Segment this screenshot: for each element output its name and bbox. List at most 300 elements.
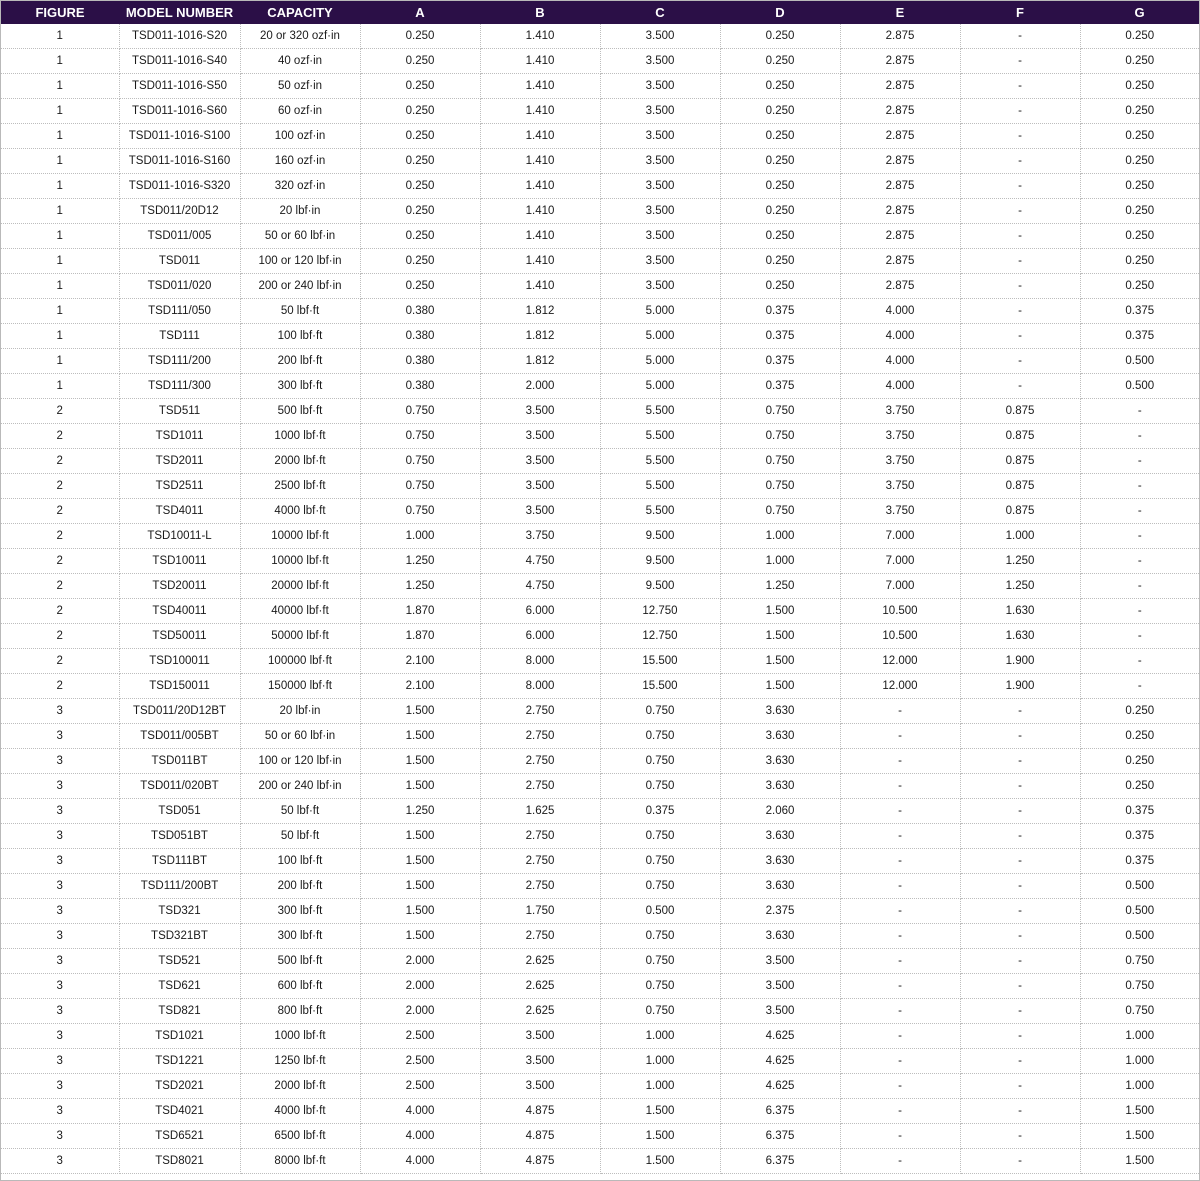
- f-cell: -: [960, 49, 1080, 74]
- c-cell: 3.500: [600, 249, 720, 274]
- d-cell: 3.630: [720, 849, 840, 874]
- figure-cell: 3: [1, 774, 119, 799]
- e-cell: 2.875: [840, 274, 960, 299]
- figure-cell: 2: [1, 399, 119, 424]
- e-cell: -: [840, 724, 960, 749]
- capacity-cell: 4000 lbf·ft: [240, 499, 360, 524]
- figure-cell: 3: [1, 974, 119, 999]
- d-cell: 3.630: [720, 824, 840, 849]
- capacity-cell: 200 or 240 lbf·in: [240, 274, 360, 299]
- d-cell: 3.500: [720, 949, 840, 974]
- figure-cell: 3: [1, 1099, 119, 1124]
- f-cell: -: [960, 249, 1080, 274]
- e-cell: 3.750: [840, 424, 960, 449]
- capacity-cell: 100 lbf·ft: [240, 849, 360, 874]
- b-cell: 1.410: [480, 274, 600, 299]
- model-number-cell: TSD011-1016-S40: [119, 49, 240, 74]
- a-cell: 0.380: [360, 299, 480, 324]
- g-cell: 1.000: [1080, 1049, 1199, 1074]
- e-cell: 2.875: [840, 174, 960, 199]
- table-row: [1, 499, 1199, 524]
- f-cell: -: [960, 374, 1080, 399]
- b-cell: 3.500: [480, 399, 600, 424]
- figure-cell: 3: [1, 699, 119, 724]
- table-row: [1, 249, 1199, 274]
- e-cell: -: [840, 899, 960, 924]
- a-cell: 4.000: [360, 1149, 480, 1174]
- a-cell: 2.500: [360, 1049, 480, 1074]
- e-cell: 4.000: [840, 349, 960, 374]
- d-cell: 0.375: [720, 349, 840, 374]
- g-cell: 0.250: [1080, 149, 1199, 174]
- a-cell: 2.100: [360, 674, 480, 699]
- g-cell: 0.250: [1080, 774, 1199, 799]
- c-cell: 5.000: [600, 349, 720, 374]
- f-cell: -: [960, 824, 1080, 849]
- table-row: [1, 649, 1199, 674]
- d-cell: 0.750: [720, 399, 840, 424]
- table-row: [1, 849, 1199, 874]
- g-cell: 1.000: [1080, 1024, 1199, 1049]
- figure-cell: 3: [1, 1049, 119, 1074]
- g-cell: 1.500: [1080, 1124, 1199, 1149]
- table-row: [1, 274, 1199, 299]
- b-cell: 2.750: [480, 724, 600, 749]
- model-number-cell: TSD051: [119, 799, 240, 824]
- table-row: [1, 99, 1199, 124]
- model-number-cell: TSD321: [119, 899, 240, 924]
- d-cell: 4.625: [720, 1024, 840, 1049]
- header-b: B: [480, 1, 600, 24]
- capacity-cell: 4000 lbf·ft: [240, 1099, 360, 1124]
- model-number-cell: TSD011/020BT: [119, 774, 240, 799]
- c-cell: 9.500: [600, 549, 720, 574]
- g-cell: -: [1080, 424, 1199, 449]
- f-cell: 0.875: [960, 449, 1080, 474]
- table-row: [1, 1124, 1199, 1149]
- c-cell: 1.500: [600, 1099, 720, 1124]
- c-cell: 0.750: [600, 974, 720, 999]
- model-number-cell: TSD011/020: [119, 274, 240, 299]
- model-number-cell: TSD011/20D12: [119, 199, 240, 224]
- model-number-cell: TSD011-1016-S320: [119, 174, 240, 199]
- model-number-cell: TSD4021: [119, 1099, 240, 1124]
- capacity-cell: 50 ozf·in: [240, 74, 360, 99]
- c-cell: 3.500: [600, 224, 720, 249]
- g-cell: 0.250: [1080, 174, 1199, 199]
- table-row: [1, 924, 1199, 949]
- e-cell: 2.875: [840, 99, 960, 124]
- capacity-cell: 50 or 60 lbf·in: [240, 724, 360, 749]
- e-cell: -: [840, 1074, 960, 1099]
- table-row: [1, 774, 1199, 799]
- figure-cell: 1: [1, 224, 119, 249]
- f-cell: -: [960, 24, 1080, 49]
- a-cell: 1.500: [360, 699, 480, 724]
- table-row: [1, 899, 1199, 924]
- table-row: [1, 749, 1199, 774]
- d-cell: 1.000: [720, 549, 840, 574]
- c-cell: 9.500: [600, 574, 720, 599]
- f-cell: -: [960, 874, 1080, 899]
- table-row: [1, 324, 1199, 349]
- figure-cell: 3: [1, 849, 119, 874]
- capacity-cell: 1000 lbf·ft: [240, 424, 360, 449]
- capacity-cell: 100 or 120 lbf·in: [240, 249, 360, 274]
- capacity-cell: 2500 lbf·ft: [240, 474, 360, 499]
- b-cell: 1.410: [480, 24, 600, 49]
- a-cell: 1.500: [360, 924, 480, 949]
- f-cell: 0.875: [960, 424, 1080, 449]
- e-cell: -: [840, 1024, 960, 1049]
- a-cell: 0.750: [360, 449, 480, 474]
- a-cell: 2.500: [360, 1074, 480, 1099]
- model-number-cell: TSD111/050: [119, 299, 240, 324]
- header-c: C: [600, 1, 720, 24]
- capacity-cell: 50 or 60 lbf·in: [240, 224, 360, 249]
- capacity-cell: 10000 lbf·ft: [240, 524, 360, 549]
- a-cell: 2.100: [360, 649, 480, 674]
- model-number-cell: TSD621: [119, 974, 240, 999]
- b-cell: 4.875: [480, 1099, 600, 1124]
- b-cell: 1.410: [480, 174, 600, 199]
- capacity-cell: 200 lbf·ft: [240, 349, 360, 374]
- g-cell: 0.500: [1080, 899, 1199, 924]
- f-cell: 0.875: [960, 474, 1080, 499]
- f-cell: -: [960, 974, 1080, 999]
- figure-cell: 1: [1, 149, 119, 174]
- d-cell: 0.750: [720, 449, 840, 474]
- c-cell: 15.500: [600, 674, 720, 699]
- g-cell: 0.250: [1080, 249, 1199, 274]
- c-cell: 0.750: [600, 949, 720, 974]
- capacity-cell: 20 or 320 ozf·in: [240, 24, 360, 49]
- b-cell: 4.750: [480, 574, 600, 599]
- capacity-cell: 20 lbf·in: [240, 199, 360, 224]
- capacity-cell: 200 or 240 lbf·in: [240, 774, 360, 799]
- e-cell: -: [840, 774, 960, 799]
- capacity-cell: 2000 lbf·ft: [240, 449, 360, 474]
- f-cell: -: [960, 324, 1080, 349]
- f-cell: -: [960, 149, 1080, 174]
- figure-cell: 2: [1, 649, 119, 674]
- model-number-cell: TSD011-1016-S100: [119, 124, 240, 149]
- e-cell: 2.875: [840, 49, 960, 74]
- a-cell: 0.250: [360, 149, 480, 174]
- g-cell: 0.500: [1080, 924, 1199, 949]
- c-cell: 5.000: [600, 299, 720, 324]
- c-cell: 0.750: [600, 849, 720, 874]
- d-cell: 0.250: [720, 224, 840, 249]
- table-row: [1, 624, 1199, 649]
- a-cell: 1.250: [360, 549, 480, 574]
- c-cell: 0.750: [600, 724, 720, 749]
- c-cell: 0.500: [600, 899, 720, 924]
- f-cell: -: [960, 174, 1080, 199]
- header-a: A: [360, 1, 480, 24]
- table-row: [1, 299, 1199, 324]
- model-number-cell: TSD011/005: [119, 224, 240, 249]
- e-cell: 2.875: [840, 224, 960, 249]
- e-cell: 3.750: [840, 474, 960, 499]
- b-cell: 3.500: [480, 1074, 600, 1099]
- c-cell: 5.000: [600, 324, 720, 349]
- model-number-cell: TSD321BT: [119, 924, 240, 949]
- b-cell: 1.410: [480, 224, 600, 249]
- e-cell: 7.000: [840, 574, 960, 599]
- model-number-cell: TSD011/005BT: [119, 724, 240, 749]
- figure-cell: 3: [1, 799, 119, 824]
- model-number-cell: TSD111BT: [119, 849, 240, 874]
- b-cell: 3.500: [480, 474, 600, 499]
- model-number-cell: TSD1221: [119, 1049, 240, 1074]
- b-cell: 1.410: [480, 249, 600, 274]
- table-row: [1, 949, 1199, 974]
- figure-cell: 3: [1, 949, 119, 974]
- table-row: [1, 1074, 1199, 1099]
- c-cell: 3.500: [600, 149, 720, 174]
- model-number-cell: TSD50011: [119, 624, 240, 649]
- model-number-cell: TSD2011: [119, 449, 240, 474]
- d-cell: 3.630: [720, 699, 840, 724]
- capacity-cell: 6500 lbf·ft: [240, 1124, 360, 1149]
- e-cell: 3.750: [840, 449, 960, 474]
- b-cell: 3.500: [480, 1049, 600, 1074]
- a-cell: 0.250: [360, 124, 480, 149]
- e-cell: -: [840, 924, 960, 949]
- b-cell: 3.500: [480, 424, 600, 449]
- figure-cell: 1: [1, 324, 119, 349]
- d-cell: 0.250: [720, 249, 840, 274]
- f-cell: -: [960, 849, 1080, 874]
- capacity-cell: 40000 lbf·ft: [240, 599, 360, 624]
- g-cell: -: [1080, 474, 1199, 499]
- d-cell: 3.630: [720, 774, 840, 799]
- e-cell: 10.500: [840, 599, 960, 624]
- b-cell: 2.750: [480, 874, 600, 899]
- figure-cell: 2: [1, 599, 119, 624]
- b-cell: 2.750: [480, 824, 600, 849]
- table-row: [1, 1149, 1199, 1174]
- c-cell: 1.000: [600, 1049, 720, 1074]
- a-cell: 1.500: [360, 749, 480, 774]
- specifications-table: [1, 1, 1199, 1174]
- figure-cell: 3: [1, 1124, 119, 1149]
- capacity-cell: 500 lbf·ft: [240, 399, 360, 424]
- d-cell: 0.375: [720, 374, 840, 399]
- g-cell: -: [1080, 624, 1199, 649]
- g-cell: 0.375: [1080, 799, 1199, 824]
- c-cell: 12.750: [600, 599, 720, 624]
- figure-cell: 1: [1, 24, 119, 49]
- c-cell: 1.000: [600, 1074, 720, 1099]
- header-d: D: [720, 1, 840, 24]
- table-row: [1, 424, 1199, 449]
- g-cell: 0.250: [1080, 124, 1199, 149]
- e-cell: 4.000: [840, 299, 960, 324]
- a-cell: 0.750: [360, 474, 480, 499]
- a-cell: 0.750: [360, 399, 480, 424]
- f-cell: -: [960, 749, 1080, 774]
- table-row: [1, 824, 1199, 849]
- table-row: [1, 974, 1199, 999]
- e-cell: -: [840, 949, 960, 974]
- e-cell: 2.875: [840, 199, 960, 224]
- e-cell: 7.000: [840, 524, 960, 549]
- figure-cell: 1: [1, 299, 119, 324]
- table-body: [1, 24, 1199, 1174]
- d-cell: 0.750: [720, 499, 840, 524]
- table-row: [1, 474, 1199, 499]
- capacity-cell: 150000 lbf·ft: [240, 674, 360, 699]
- e-cell: 12.000: [840, 674, 960, 699]
- f-cell: -: [960, 699, 1080, 724]
- g-cell: 0.250: [1080, 49, 1199, 74]
- c-cell: 9.500: [600, 524, 720, 549]
- model-number-cell: TSD4011: [119, 499, 240, 524]
- g-cell: -: [1080, 524, 1199, 549]
- capacity-cell: 500 lbf·ft: [240, 949, 360, 974]
- model-number-cell: TSD521: [119, 949, 240, 974]
- d-cell: 0.375: [720, 299, 840, 324]
- g-cell: 0.250: [1080, 699, 1199, 724]
- g-cell: 0.250: [1080, 749, 1199, 774]
- a-cell: 1.500: [360, 774, 480, 799]
- figure-cell: 1: [1, 349, 119, 374]
- e-cell: -: [840, 1099, 960, 1124]
- b-cell: 1.410: [480, 99, 600, 124]
- model-number-cell: TSD1021: [119, 1024, 240, 1049]
- figure-cell: 1: [1, 174, 119, 199]
- b-cell: 2.625: [480, 949, 600, 974]
- model-number-cell: TSD2511: [119, 474, 240, 499]
- f-cell: 1.900: [960, 674, 1080, 699]
- f-cell: 1.630: [960, 599, 1080, 624]
- header-g: G: [1080, 1, 1199, 24]
- model-number-cell: TSD150011: [119, 674, 240, 699]
- model-number-cell: TSD10011: [119, 549, 240, 574]
- table-row: [1, 674, 1199, 699]
- g-cell: -: [1080, 499, 1199, 524]
- b-cell: 1.812: [480, 324, 600, 349]
- c-cell: 12.750: [600, 624, 720, 649]
- a-cell: 2.000: [360, 949, 480, 974]
- model-number-cell: TSD111: [119, 324, 240, 349]
- table-row: [1, 124, 1199, 149]
- table-row: [1, 1049, 1199, 1074]
- header-f: F: [960, 1, 1080, 24]
- g-cell: 0.500: [1080, 374, 1199, 399]
- f-cell: 1.250: [960, 549, 1080, 574]
- c-cell: 3.500: [600, 49, 720, 74]
- figure-cell: 2: [1, 449, 119, 474]
- table-row: [1, 374, 1199, 399]
- e-cell: -: [840, 874, 960, 899]
- header-e: E: [840, 1, 960, 24]
- f-cell: 0.875: [960, 499, 1080, 524]
- model-number-cell: TSD011-1016-S60: [119, 99, 240, 124]
- model-number-cell: TSD111/300: [119, 374, 240, 399]
- figure-cell: 2: [1, 574, 119, 599]
- f-cell: 0.875: [960, 399, 1080, 424]
- e-cell: -: [840, 799, 960, 824]
- capacity-cell: 300 lbf·ft: [240, 924, 360, 949]
- b-cell: 2.625: [480, 999, 600, 1024]
- model-number-cell: TSD051BT: [119, 824, 240, 849]
- d-cell: 0.250: [720, 99, 840, 124]
- capacity-cell: 800 lbf·ft: [240, 999, 360, 1024]
- table-row: [1, 1099, 1199, 1124]
- d-cell: 1.500: [720, 624, 840, 649]
- capacity-cell: 50 lbf·ft: [240, 799, 360, 824]
- e-cell: 12.000: [840, 649, 960, 674]
- c-cell: 0.375: [600, 799, 720, 824]
- g-cell: -: [1080, 674, 1199, 699]
- f-cell: -: [960, 1149, 1080, 1174]
- table-header: [1, 1, 1199, 24]
- d-cell: 0.250: [720, 124, 840, 149]
- model-number-cell: TSD8021: [119, 1149, 240, 1174]
- a-cell: 1.000: [360, 524, 480, 549]
- e-cell: 10.500: [840, 624, 960, 649]
- model-number-cell: TSD011-1016-S20: [119, 24, 240, 49]
- b-cell: 1.410: [480, 124, 600, 149]
- table-row: [1, 199, 1199, 224]
- figure-cell: 3: [1, 1024, 119, 1049]
- g-cell: 0.375: [1080, 299, 1199, 324]
- g-cell: 0.250: [1080, 724, 1199, 749]
- c-cell: 5.000: [600, 374, 720, 399]
- table-row: [1, 349, 1199, 374]
- e-cell: -: [840, 1049, 960, 1074]
- b-cell: 3.500: [480, 449, 600, 474]
- table-row: [1, 999, 1199, 1024]
- b-cell: 2.750: [480, 924, 600, 949]
- capacity-cell: 300 lbf·ft: [240, 374, 360, 399]
- table-row: [1, 49, 1199, 74]
- c-cell: 3.500: [600, 74, 720, 99]
- g-cell: 0.250: [1080, 274, 1199, 299]
- f-cell: -: [960, 299, 1080, 324]
- a-cell: 4.000: [360, 1099, 480, 1124]
- c-cell: 3.500: [600, 99, 720, 124]
- model-number-cell: TSD111/200: [119, 349, 240, 374]
- figure-cell: 1: [1, 124, 119, 149]
- f-cell: -: [960, 924, 1080, 949]
- a-cell: 1.870: [360, 599, 480, 624]
- figure-cell: 3: [1, 824, 119, 849]
- c-cell: 0.750: [600, 699, 720, 724]
- model-number-cell: TSD40011: [119, 599, 240, 624]
- figure-cell: 2: [1, 524, 119, 549]
- d-cell: 6.375: [720, 1099, 840, 1124]
- figure-cell: 3: [1, 749, 119, 774]
- a-cell: 1.250: [360, 799, 480, 824]
- d-cell: 2.375: [720, 899, 840, 924]
- d-cell: 0.750: [720, 474, 840, 499]
- b-cell: 1.625: [480, 799, 600, 824]
- b-cell: 1.410: [480, 74, 600, 99]
- f-cell: -: [960, 274, 1080, 299]
- g-cell: 0.375: [1080, 849, 1199, 874]
- figure-cell: 2: [1, 424, 119, 449]
- b-cell: 1.410: [480, 199, 600, 224]
- a-cell: 1.870: [360, 624, 480, 649]
- d-cell: 0.250: [720, 274, 840, 299]
- model-number-cell: TSD100011: [119, 649, 240, 674]
- f-cell: 1.900: [960, 649, 1080, 674]
- g-cell: 0.750: [1080, 974, 1199, 999]
